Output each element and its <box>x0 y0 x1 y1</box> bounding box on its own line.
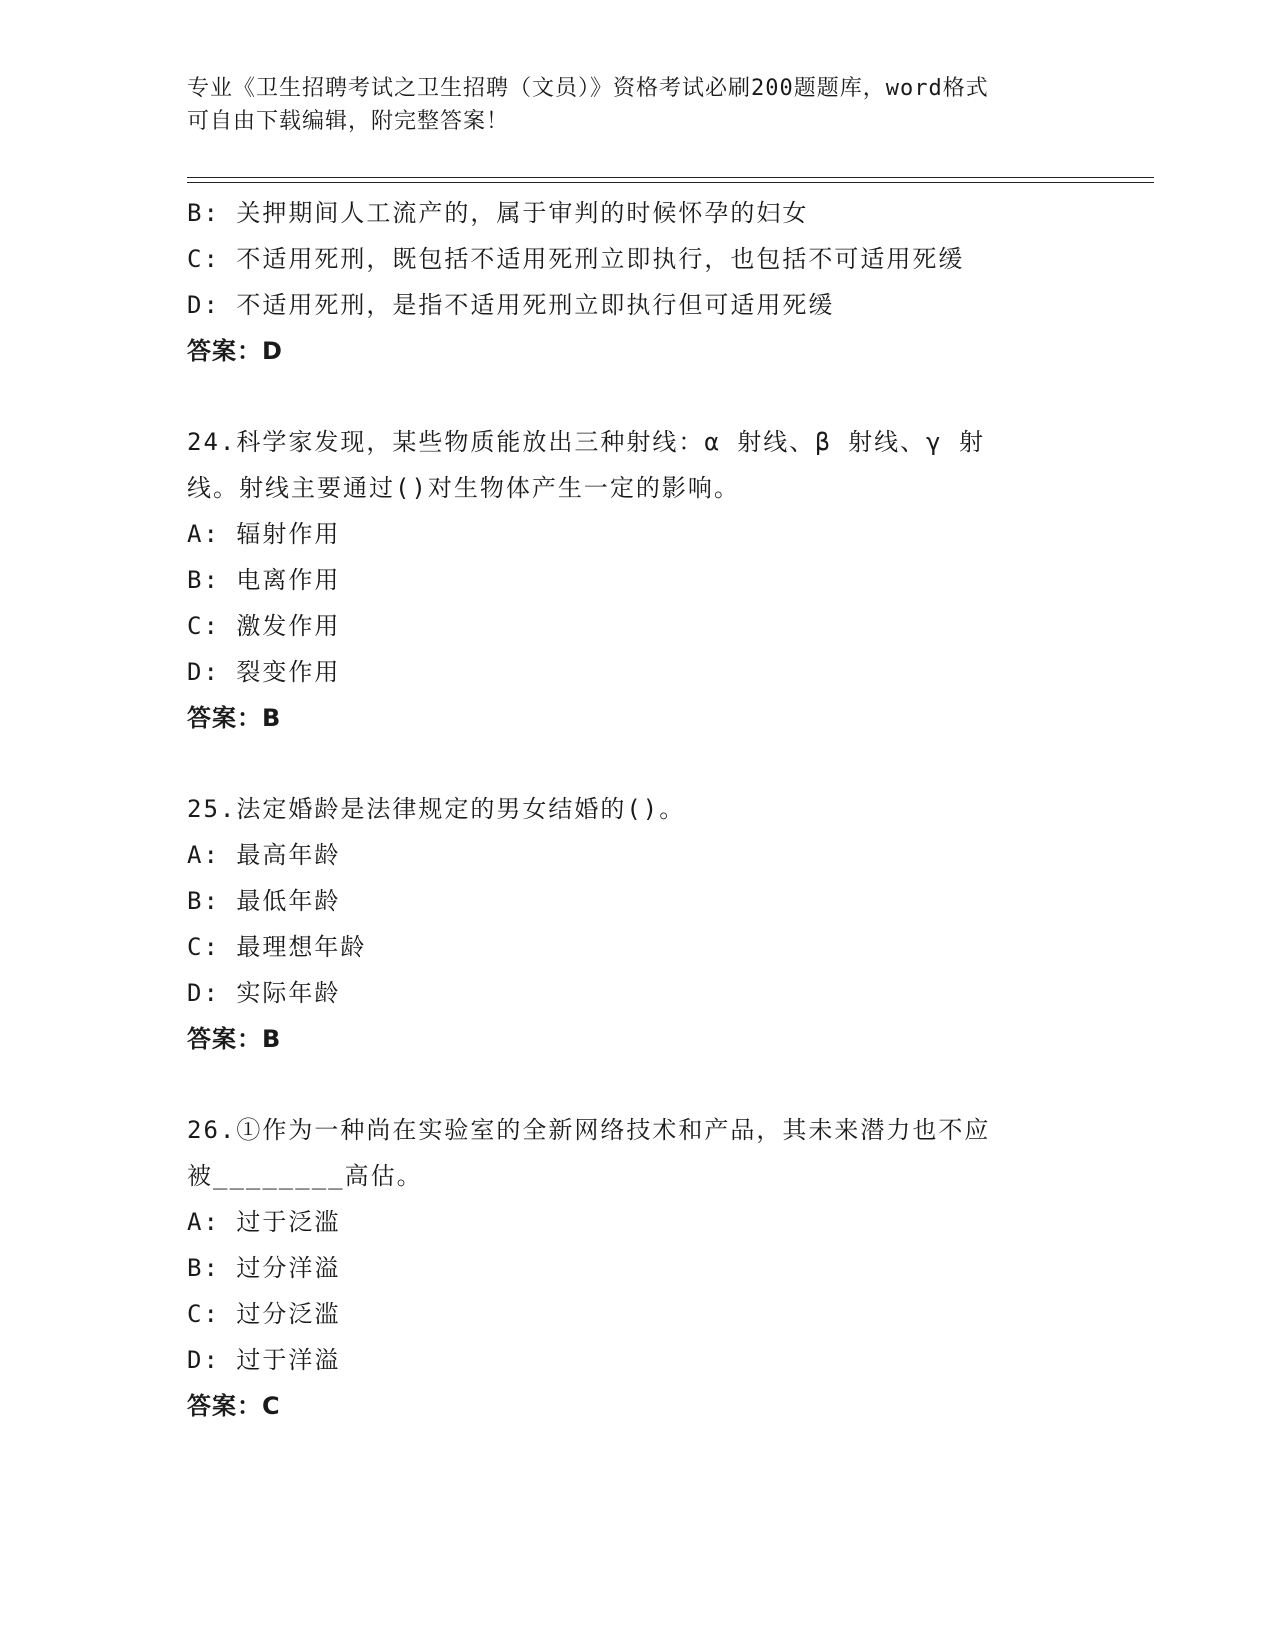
spacer <box>187 374 1087 419</box>
option-c: C: 激发作用 <box>187 612 341 640</box>
option-a: A: 最高年龄 <box>187 841 341 869</box>
header-divider-top <box>187 177 1154 178</box>
question-text-line-1: 25.法定婚龄是法律规定的男女结婚的()。 <box>187 795 686 823</box>
option-c: C: 过分泛滥 <box>187 1300 341 1328</box>
question-text-line-1: 24.科学家发现，某些物质能放出三种射线：α 射线、β 射线、γ 射 <box>187 428 986 456</box>
answer: 答案：B <box>187 1025 282 1053</box>
option-d: D: 过于洋溢 <box>187 1346 341 1374</box>
question-25 <box>187 786 1087 1062</box>
option-d: D: 不适用死刑，是指不适用死刑立即执行但可适用死缓 <box>187 291 835 319</box>
option-b: B: 电离作用 <box>187 566 341 594</box>
option-a: A: 辐射作用 <box>187 520 341 548</box>
header-line-2: 可自由下载编辑，附完整答案！ <box>187 109 510 134</box>
answer: 答案：C <box>187 1392 281 1420</box>
option-b: B: 关押期间人工流产的，属于审判的时候怀孕的妇女 <box>187 199 809 227</box>
question-text-line-2: 被________高估。 <box>187 1162 423 1190</box>
header-divider-bottom <box>187 182 1154 183</box>
option-c: C: 不适用死刑，既包括不适用死刑立即执行，也包括不可适用死缓 <box>187 245 965 273</box>
question-26 <box>187 1107 1087 1429</box>
question-list <box>187 190 1087 1429</box>
spacer <box>187 1062 1087 1107</box>
question-24 <box>187 419 1087 741</box>
question-text-line-2: 线。射线主要通过()对生物体产生一定的影响。 <box>187 474 740 502</box>
option-d: D: 裂变作用 <box>187 658 341 686</box>
option-b: B: 过分洋溢 <box>187 1254 341 1282</box>
spacer <box>187 741 1087 786</box>
question-23-tail <box>187 190 1087 374</box>
option-c: C: 最理想年龄 <box>187 933 367 961</box>
header-line-1: 专业《卫生招聘考试之卫生招聘（文员）》资格考试必刷200题题库，word格式 <box>187 76 989 101</box>
option-d: D: 实际年龄 <box>187 979 341 1007</box>
option-b: B: 最低年龄 <box>187 887 341 915</box>
answer: 答案：D <box>187 337 283 365</box>
question-text-line-1: 26.①作为一种尚在实验室的全新网络技术和产品，其未来潜力也不应 <box>187 1116 991 1144</box>
document-header <box>187 72 1067 138</box>
option-a: A: 过于泛滥 <box>187 1208 341 1236</box>
answer: 答案：B <box>187 704 282 732</box>
